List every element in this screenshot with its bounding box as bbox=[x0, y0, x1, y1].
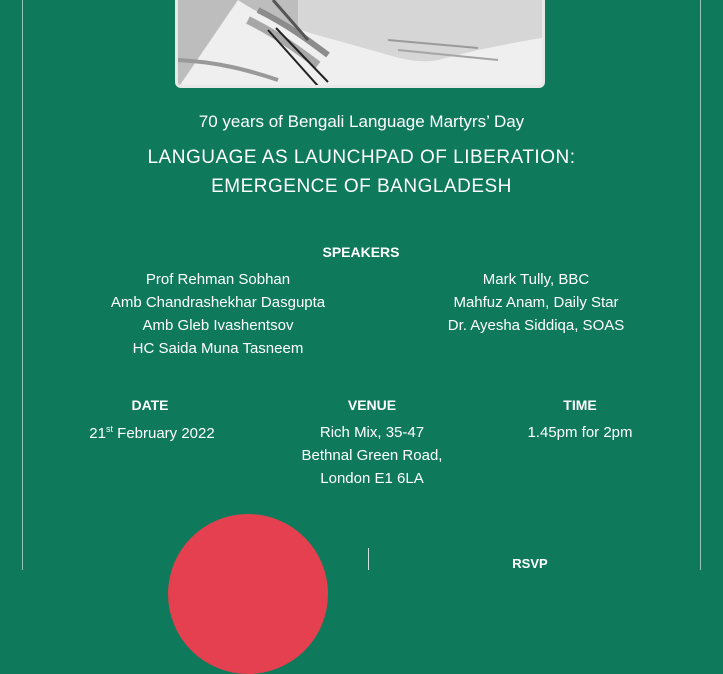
venue-heading: VENUE bbox=[347, 397, 397, 413]
red-sun-circle bbox=[168, 514, 328, 674]
date-value bbox=[52, 424, 252, 442]
speaker-left-3: Amb Gleb Ivashentsov bbox=[142, 317, 294, 334]
date-month-year: February 2022 bbox=[112, 425, 215, 442]
speakers-heading: SPEAKERS bbox=[322, 244, 400, 260]
time-heading: TIME bbox=[563, 397, 597, 413]
event-title-line-1: LANGUAGE AS LAUNCHPAD OF LIBERATION: bbox=[147, 147, 576, 168]
speaker-right-3: Dr. Ayesha Siddiqa, SOAS bbox=[447, 317, 625, 334]
venue-line-1: Rich Mix, 35-47 bbox=[319, 424, 425, 441]
venue-line-2: Bethnal Green Road, bbox=[301, 447, 443, 464]
event-subtitle: 70 years of Bengali Language Martyrs’ Day bbox=[198, 112, 525, 131]
rsvp-heading: RSVP bbox=[512, 556, 548, 571]
date-suffix: st bbox=[105, 424, 113, 434]
speaker-right-2: Mahfuz Anam, Daily Star bbox=[453, 294, 619, 311]
date-day: 21 bbox=[89, 425, 106, 442]
date-heading: DATE bbox=[131, 397, 169, 413]
event-photo bbox=[175, 0, 545, 88]
time-value: 1.45pm for 2pm bbox=[527, 424, 633, 441]
left-border-line bbox=[22, 0, 23, 570]
speaker-right-1: Mark Tully, BBC bbox=[482, 271, 590, 288]
speaker-left-1: Prof Rehman Sobhan bbox=[145, 271, 291, 288]
rsvp-divider bbox=[368, 548, 369, 570]
right-border-line bbox=[700, 0, 701, 570]
venue-line-3: London E1 6LA bbox=[320, 470, 424, 487]
speaker-left-2: Amb Chandrashekhar Dasgupta bbox=[110, 294, 326, 311]
event-title-line-2: EMERGENCE OF BANGLADESH bbox=[211, 176, 512, 197]
speaker-left-4: HC Saida Muna Tasneem bbox=[132, 340, 304, 357]
